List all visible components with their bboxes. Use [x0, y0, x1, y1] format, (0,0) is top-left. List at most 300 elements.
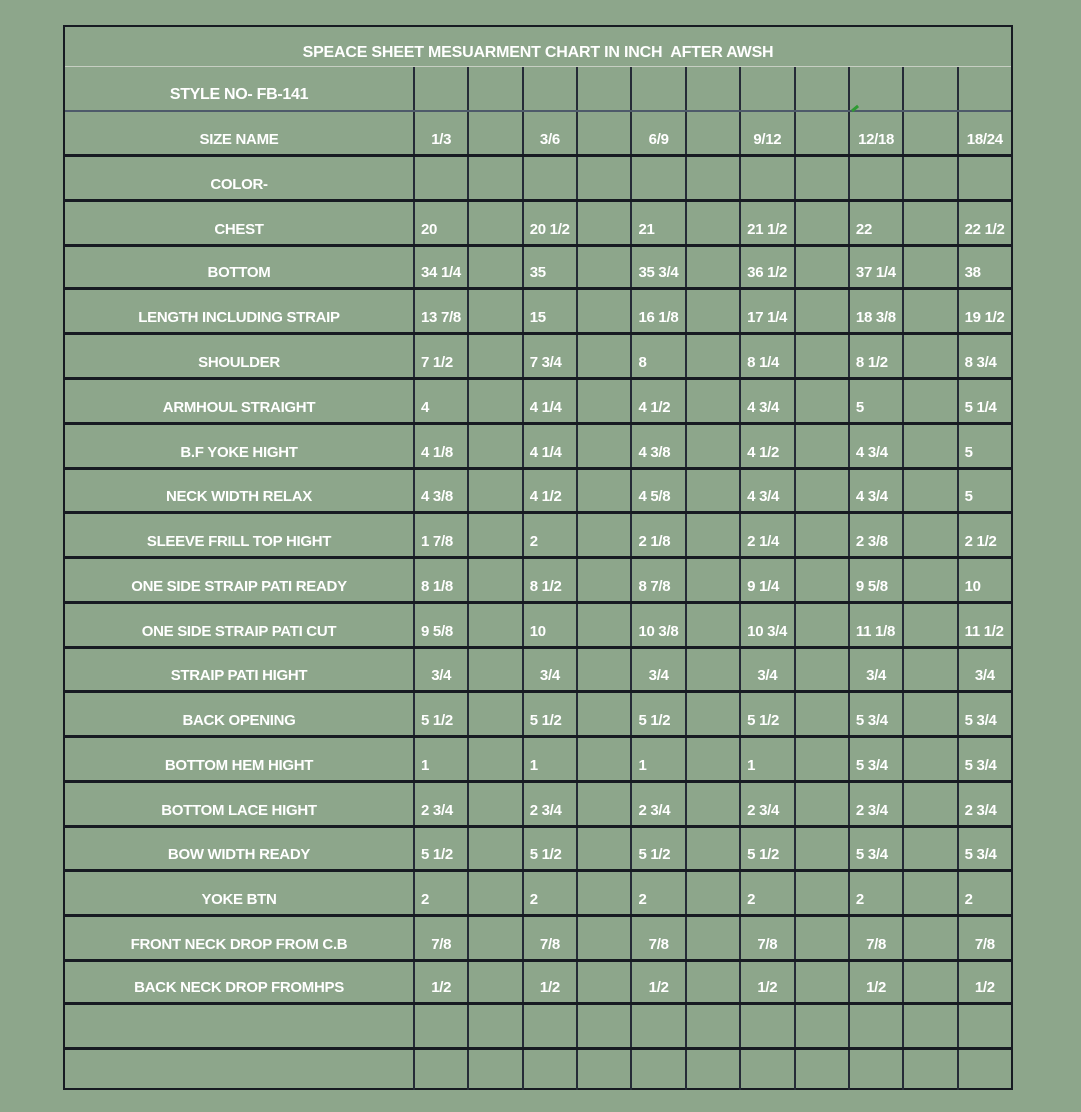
row-label-cell[interactable]: SHOULDER	[198, 354, 280, 371]
spacer-cell[interactable]	[467, 559, 521, 601]
spacer-cell[interactable]	[794, 380, 848, 422]
value-cell[interactable]: 4 5/8	[630, 470, 684, 511]
spacer-cell[interactable]	[685, 783, 739, 825]
spacer-cell[interactable]	[794, 693, 848, 735]
spacer-cell[interactable]	[685, 1005, 739, 1047]
spacer-cell[interactable]	[794, 738, 848, 780]
value-cell[interactable]: 1/2	[957, 962, 1011, 1002]
spacer-cell[interactable]	[576, 202, 630, 244]
value-cell[interactable]: 3/4	[848, 649, 902, 690]
row-label-cell[interactable]	[65, 1005, 413, 1047]
value-cell[interactable]: 1/3	[413, 112, 467, 154]
table-row	[65, 202, 1011, 247]
spacer-cell[interactable]	[467, 290, 521, 332]
value-cell[interactable]: 8 1/4	[739, 335, 793, 377]
measurement-sheet-table	[63, 25, 1013, 1090]
spacer-cell[interactable]	[794, 1005, 848, 1047]
value-cell[interactable]: 4 1/8	[413, 425, 467, 467]
value-cell[interactable]: 8 7/8	[630, 559, 684, 601]
spacer-cell[interactable]	[902, 693, 956, 735]
spacer-cell[interactable]	[685, 649, 739, 690]
value-cell[interactable]: 1/2	[522, 962, 576, 1002]
spacer-cell[interactable]	[902, 335, 956, 377]
spacer-cell[interactable]	[576, 604, 630, 646]
spacer-cell[interactable]	[576, 783, 630, 825]
value-cell[interactable]: 2	[522, 872, 576, 914]
spacer-cell[interactable]	[685, 962, 739, 1002]
spacer-cell[interactable]	[902, 247, 956, 287]
value-cell[interactable]: 12/18	[848, 112, 902, 154]
value-cell[interactable]	[413, 1050, 467, 1090]
row-label-cell[interactable]: BACK OPENING	[182, 712, 296, 729]
spacer-cell[interactable]	[467, 917, 521, 959]
spacer-cell[interactable]	[467, 67, 521, 110]
sheet-title[interactable]: SPEACE SHEET MESUARMENT CHART IN INCH AFTER AWSH	[302, 44, 774, 61]
value-cell[interactable]: 8 1/2	[848, 335, 902, 377]
value-cell[interactable]	[848, 157, 902, 199]
spacer-cell[interactable]	[794, 67, 848, 110]
value-cell[interactable]: 4 3/4	[848, 470, 902, 511]
value-cell[interactable]: 4	[413, 380, 467, 422]
spacer-cell[interactable]	[794, 559, 848, 601]
value-cell[interactable]	[413, 157, 467, 199]
spacer-cell[interactable]	[467, 604, 521, 646]
value-cell[interactable]: 16 1/8	[630, 290, 684, 332]
spacer-cell[interactable]	[902, 470, 956, 511]
table-row	[65, 828, 1011, 872]
spacer-cell[interactable]	[576, 67, 630, 110]
value-cell[interactable]: 2	[957, 872, 1011, 914]
row-label-cell[interactable]: SLEEVE FRILL TOP HIGHT	[146, 533, 332, 550]
value-cell[interactable]	[957, 67, 1011, 110]
spacer-cell[interactable]	[576, 425, 630, 467]
value-cell[interactable]: 8 1/8	[413, 559, 467, 601]
value-cell[interactable]: 2 3/4	[522, 783, 576, 825]
spacer-cell[interactable]	[794, 917, 848, 959]
row-label-cell[interactable]: CHEST	[214, 221, 264, 238]
value-cell[interactable]: 1/2	[413, 962, 467, 1002]
spacer-cell[interactable]	[576, 559, 630, 601]
spacer-cell[interactable]	[576, 962, 630, 1002]
value-cell[interactable]: 1	[522, 738, 576, 780]
table-row	[65, 649, 1011, 693]
value-cell[interactable]: 5 1/2	[413, 828, 467, 869]
spacer-cell[interactable]	[685, 917, 739, 959]
value-cell[interactable]	[848, 67, 902, 110]
spacer-cell[interactable]	[685, 157, 739, 199]
value-cell[interactable]: 22 1/2	[957, 202, 1011, 244]
spacer-cell[interactable]	[685, 335, 739, 377]
value-cell[interactable]	[848, 1005, 902, 1047]
value-cell[interactable]: 9 5/8	[848, 559, 902, 601]
spacer-cell[interactable]	[467, 962, 521, 1002]
spacer-cell[interactable]	[685, 425, 739, 467]
value-cell[interactable]: 2 3/4	[739, 783, 793, 825]
spacer-cell[interactable]	[576, 290, 630, 332]
table-row	[65, 962, 1011, 1005]
table-row	[65, 604, 1011, 649]
spacer-cell[interactable]	[685, 470, 739, 511]
spacer-cell[interactable]	[467, 738, 521, 780]
spacer-cell[interactable]	[576, 157, 630, 199]
spacer-cell[interactable]	[685, 514, 739, 556]
value-cell[interactable]: 7 3/4	[522, 335, 576, 377]
value-cell[interactable]: 1/2	[739, 962, 793, 1002]
value-cell[interactable]: 37 1/4	[848, 247, 902, 287]
value-cell[interactable]: 13 7/8	[413, 290, 467, 332]
value-cell[interactable]: 2 1/2	[957, 514, 1011, 556]
spacer-cell[interactable]	[902, 1005, 956, 1047]
value-cell[interactable]: 7/8	[413, 917, 467, 959]
spacer-cell[interactable]	[902, 559, 956, 601]
value-cell[interactable]: 4 3/8	[413, 470, 467, 511]
value-cell[interactable]: 7/8	[957, 917, 1011, 959]
row-label-cell[interactable]: NECK WIDTH RELAX	[165, 488, 313, 505]
row-label-cell[interactable]: BACK NECK DROP FROMHPS	[134, 979, 344, 996]
spacer-cell[interactable]	[576, 247, 630, 287]
title-row	[65, 27, 1011, 67]
value-cell[interactable]: 34 1/4	[413, 247, 467, 287]
spacer-cell[interactable]	[467, 1005, 521, 1047]
value-cell[interactable]: 2 3/4	[630, 783, 684, 825]
spacer-cell[interactable]	[794, 872, 848, 914]
row-label-cell[interactable]: BOTTOM LACE HIGHT	[161, 802, 317, 819]
spacer-cell[interactable]	[467, 335, 521, 377]
spacer-cell[interactable]	[576, 917, 630, 959]
spacer-cell[interactable]	[576, 738, 630, 780]
spacer-cell[interactable]	[685, 112, 739, 154]
spacer-cell[interactable]	[685, 202, 739, 244]
row-label-cell[interactable]: BOW WIDTH READY	[167, 846, 311, 863]
value-cell[interactable]	[957, 157, 1011, 199]
value-cell[interactable]: 2	[413, 872, 467, 914]
spacer-cell[interactable]	[576, 514, 630, 556]
value-cell[interactable]: 19 1/2	[957, 290, 1011, 332]
spacer-cell[interactable]	[685, 1050, 739, 1090]
value-cell[interactable]: 2	[848, 872, 902, 914]
value-cell[interactable]	[957, 1050, 1011, 1090]
value-cell[interactable]: 36 1/2	[739, 247, 793, 287]
spacer-cell[interactable]	[794, 202, 848, 244]
value-cell[interactable]	[522, 67, 576, 110]
value-cell[interactable]: 2	[522, 514, 576, 556]
table-row	[65, 380, 1011, 425]
value-cell[interactable]: 5 1/2	[522, 828, 576, 869]
value-cell[interactable]: 2	[739, 872, 793, 914]
spacer-cell[interactable]	[902, 738, 956, 780]
value-cell[interactable]: 1	[739, 738, 793, 780]
spacer-cell[interactable]	[794, 425, 848, 467]
spacer-cell[interactable]	[902, 872, 956, 914]
row-label-cell[interactable]: COLOR-	[210, 176, 268, 193]
value-cell[interactable]: 4 1/2	[522, 470, 576, 511]
spacer-cell[interactable]	[467, 649, 521, 690]
spacer-cell[interactable]	[794, 604, 848, 646]
spacer-cell[interactable]	[794, 783, 848, 825]
spacer-cell[interactable]	[576, 828, 630, 869]
value-cell[interactable]: 3/4	[739, 649, 793, 690]
value-cell[interactable]: 1 7/8	[413, 514, 467, 556]
spacer-cell[interactable]	[685, 872, 739, 914]
value-cell[interactable]: 4 1/2	[739, 425, 793, 467]
value-cell[interactable]: 4 1/4	[522, 425, 576, 467]
value-cell[interactable]	[413, 67, 467, 110]
spacer-cell[interactable]	[467, 783, 521, 825]
value-cell[interactable]: 8 3/4	[957, 335, 1011, 377]
spacer-cell[interactable]	[902, 962, 956, 1002]
value-cell[interactable]: 18/24	[957, 112, 1011, 154]
spacer-cell[interactable]	[685, 67, 739, 110]
spacer-cell[interactable]	[467, 112, 521, 154]
spacer-cell[interactable]	[576, 112, 630, 154]
value-cell[interactable]	[522, 157, 576, 199]
spacer-cell[interactable]	[794, 112, 848, 154]
table-row	[65, 559, 1011, 604]
value-cell[interactable]: 5 1/4	[957, 380, 1011, 422]
spacer-cell[interactable]	[902, 514, 956, 556]
spacer-cell[interactable]	[576, 380, 630, 422]
spacer-cell[interactable]	[794, 828, 848, 869]
spacer-cell[interactable]	[467, 157, 521, 199]
value-cell[interactable]: 20 1/2	[522, 202, 576, 244]
spacer-cell[interactable]	[794, 514, 848, 556]
value-cell[interactable]: 1/2	[848, 962, 902, 1002]
value-cell[interactable]: 3/4	[522, 649, 576, 690]
row-label-cell[interactable]: B.F YOKE HIGHT	[180, 444, 298, 461]
value-cell[interactable]	[739, 1050, 793, 1090]
value-cell[interactable]: 5 3/4	[957, 693, 1011, 735]
row-label-cell[interactable]: FRONT NECK DROP FROM C.B	[130, 936, 348, 953]
value-cell[interactable]: 22	[848, 202, 902, 244]
spacer-cell[interactable]	[685, 693, 739, 735]
table-row	[65, 738, 1011, 783]
table-row	[65, 335, 1011, 380]
value-cell[interactable]: 5 1/2	[630, 828, 684, 869]
value-cell[interactable]	[630, 1005, 684, 1047]
spacer-cell[interactable]	[902, 202, 956, 244]
spacer-cell[interactable]	[685, 604, 739, 646]
table-row	[65, 112, 1011, 157]
value-cell[interactable]: 35	[522, 247, 576, 287]
value-cell[interactable]: 21	[630, 202, 684, 244]
value-cell[interactable]: 5 1/2	[739, 828, 793, 869]
value-cell[interactable]	[522, 1005, 576, 1047]
value-cell[interactable]: 2 3/8	[848, 514, 902, 556]
spacer-cell[interactable]	[902, 604, 956, 646]
value-cell[interactable]: 9 5/8	[413, 604, 467, 646]
spacer-cell[interactable]	[902, 380, 956, 422]
value-cell[interactable]: 7/8	[522, 917, 576, 959]
spacer-cell[interactable]	[576, 1005, 630, 1047]
row-label-cell[interactable]: BOTTOM HEM HIGHT	[164, 757, 314, 774]
spacer-cell[interactable]	[902, 649, 956, 690]
value-cell[interactable]: 4 1/2	[630, 380, 684, 422]
value-cell[interactable]: 8 1/2	[522, 559, 576, 601]
value-cell[interactable]: 9/12	[739, 112, 793, 154]
spacer-cell[interactable]	[902, 917, 956, 959]
value-cell[interactable]: 7/8	[848, 917, 902, 959]
value-cell[interactable]: 2 3/4	[848, 783, 902, 825]
table-row	[65, 290, 1011, 335]
value-cell[interactable]: 4 1/4	[522, 380, 576, 422]
value-cell[interactable]: 3/6	[522, 112, 576, 154]
value-cell[interactable]: 5 1/2	[739, 693, 793, 735]
value-cell[interactable]: 5 1/2	[630, 693, 684, 735]
value-cell[interactable]	[739, 1005, 793, 1047]
spacer-cell[interactable]	[467, 872, 521, 914]
value-cell[interactable]: 38	[957, 247, 1011, 287]
spacer-cell[interactable]	[794, 335, 848, 377]
table-row	[65, 783, 1011, 828]
spacer-cell[interactable]	[685, 828, 739, 869]
spacer-cell[interactable]	[467, 425, 521, 467]
value-cell[interactable]: 4 3/4	[848, 425, 902, 467]
row-label-cell[interactable]: STYLE NO- FB-141	[169, 86, 309, 103]
value-cell[interactable]: 5	[957, 425, 1011, 467]
spacer-cell[interactable]	[794, 157, 848, 199]
value-cell[interactable]: 10 3/8	[630, 604, 684, 646]
value-cell[interactable]: 10	[957, 559, 1011, 601]
value-cell[interactable]	[413, 1005, 467, 1047]
row-label-cell[interactable]: LENGTH INCLUDING STRAIP	[138, 309, 340, 326]
spacer-cell[interactable]	[685, 380, 739, 422]
table-row	[65, 514, 1011, 559]
spacer-cell[interactable]	[467, 247, 521, 287]
spacer-cell[interactable]	[467, 470, 521, 511]
spacer-cell[interactable]	[467, 514, 521, 556]
value-cell[interactable]: 4 3/8	[630, 425, 684, 467]
value-cell[interactable]: 5	[957, 470, 1011, 511]
value-cell[interactable]: 1	[413, 738, 467, 780]
spacer-cell[interactable]	[685, 290, 739, 332]
value-cell[interactable]: 5 1/2	[522, 693, 576, 735]
row-label-cell[interactable]: SIZE NAME	[199, 131, 279, 148]
spacer-cell[interactable]	[794, 962, 848, 1002]
value-cell[interactable]: 5 3/4	[848, 828, 902, 869]
value-cell[interactable]	[522, 1050, 576, 1090]
value-cell[interactable]: 2 3/4	[413, 783, 467, 825]
row-label-cell[interactable]: BOTTOM	[207, 264, 271, 281]
spacer-cell[interactable]	[576, 649, 630, 690]
value-cell[interactable]: 5 1/2	[413, 693, 467, 735]
spacer-cell[interactable]	[794, 247, 848, 287]
spacer-cell[interactable]	[902, 425, 956, 467]
spacer-cell[interactable]	[576, 872, 630, 914]
value-cell[interactable]	[630, 1050, 684, 1090]
value-cell[interactable]: 5 3/4	[957, 828, 1011, 869]
value-cell[interactable]: 2 3/4	[957, 783, 1011, 825]
row-label-cell[interactable]: STRAIP PATI HIGHT	[170, 667, 308, 684]
table-row	[65, 67, 1011, 112]
table-row	[65, 470, 1011, 514]
spacer-cell[interactable]	[576, 693, 630, 735]
value-cell[interactable]: 35 3/4	[630, 247, 684, 287]
value-cell[interactable]: 15	[522, 290, 576, 332]
spacer-cell[interactable]	[467, 693, 521, 735]
value-cell[interactable]	[957, 1005, 1011, 1047]
value-cell[interactable]: 5 3/4	[848, 738, 902, 780]
spacer-cell[interactable]	[576, 470, 630, 511]
value-cell[interactable]: 5 3/4	[848, 693, 902, 735]
table-row	[65, 1050, 1011, 1090]
table-row	[65, 917, 1011, 962]
value-cell[interactable]: 2 1/8	[630, 514, 684, 556]
spacer-cell[interactable]	[794, 649, 848, 690]
spacer-cell[interactable]	[902, 290, 956, 332]
value-cell[interactable]	[848, 1050, 902, 1090]
value-cell[interactable]: 8	[630, 335, 684, 377]
value-cell[interactable]: 7/8	[739, 917, 793, 959]
value-cell[interactable]: 11 1/8	[848, 604, 902, 646]
spacer-cell[interactable]	[902, 112, 956, 154]
value-cell[interactable]: 18 3/8	[848, 290, 902, 332]
spacer-cell[interactable]	[467, 828, 521, 869]
spacer-cell[interactable]	[794, 290, 848, 332]
spacer-cell[interactable]	[902, 157, 956, 199]
value-cell[interactable]: 1/2	[630, 962, 684, 1002]
value-cell[interactable]	[739, 67, 793, 110]
value-cell[interactable]: 10	[522, 604, 576, 646]
value-cell[interactable]: 21 1/2	[739, 202, 793, 244]
value-cell[interactable]: 11 1/2	[957, 604, 1011, 646]
value-cell[interactable]: 4 3/4	[739, 380, 793, 422]
value-cell[interactable]: 3/4	[413, 649, 467, 690]
spacer-cell[interactable]	[685, 247, 739, 287]
row-label-cell[interactable]: ARMHOUL STRAIGHT	[162, 399, 316, 416]
spacer-cell[interactable]	[902, 783, 956, 825]
spacer-cell[interactable]	[902, 1050, 956, 1090]
row-label-cell[interactable]: YOKE BTN	[201, 891, 277, 908]
row-label-cell[interactable]	[65, 1050, 413, 1090]
value-cell[interactable]: 17 1/4	[739, 290, 793, 332]
spacer-cell[interactable]	[576, 335, 630, 377]
value-cell[interactable]	[739, 157, 793, 199]
spacer-cell[interactable]	[685, 738, 739, 780]
table-row	[65, 872, 1011, 917]
value-cell[interactable]: 3/4	[957, 649, 1011, 690]
spacer-cell[interactable]	[794, 1050, 848, 1090]
value-cell[interactable]: 7/8	[630, 917, 684, 959]
value-cell[interactable]	[630, 67, 684, 110]
value-cell[interactable]: 10 3/4	[739, 604, 793, 646]
value-cell[interactable]: 2 1/4	[739, 514, 793, 556]
row-label-cell[interactable]: ONE SIDE STRAIP PATI READY	[131, 578, 347, 595]
value-cell[interactable]: 5 3/4	[957, 738, 1011, 780]
spacer-cell[interactable]	[794, 470, 848, 511]
value-cell[interactable]: 9 1/4	[739, 559, 793, 601]
table-body	[65, 67, 1011, 1090]
table-row	[65, 247, 1011, 290]
value-cell[interactable]: 2	[630, 872, 684, 914]
spacer-cell[interactable]	[576, 1050, 630, 1090]
value-cell[interactable]: 7 1/2	[413, 335, 467, 377]
spacer-cell[interactable]	[902, 67, 956, 110]
value-cell[interactable]: 3/4	[630, 649, 684, 690]
value-cell[interactable]: 20	[413, 202, 467, 244]
value-cell[interactable]: 5	[848, 380, 902, 422]
value-cell[interactable]	[630, 157, 684, 199]
value-cell[interactable]: 6/9	[630, 112, 684, 154]
row-label-cell[interactable]: ONE SIDE STRAIP PATI CUT	[141, 623, 337, 640]
value-cell[interactable]: 4 3/4	[739, 470, 793, 511]
table-row	[65, 693, 1011, 738]
spacer-cell[interactable]	[467, 380, 521, 422]
spacer-cell[interactable]	[685, 559, 739, 601]
spacer-cell[interactable]	[467, 202, 521, 244]
spacer-cell[interactable]	[902, 828, 956, 869]
spacer-cell[interactable]	[467, 1050, 521, 1090]
value-cell[interactable]: 1	[630, 738, 684, 780]
